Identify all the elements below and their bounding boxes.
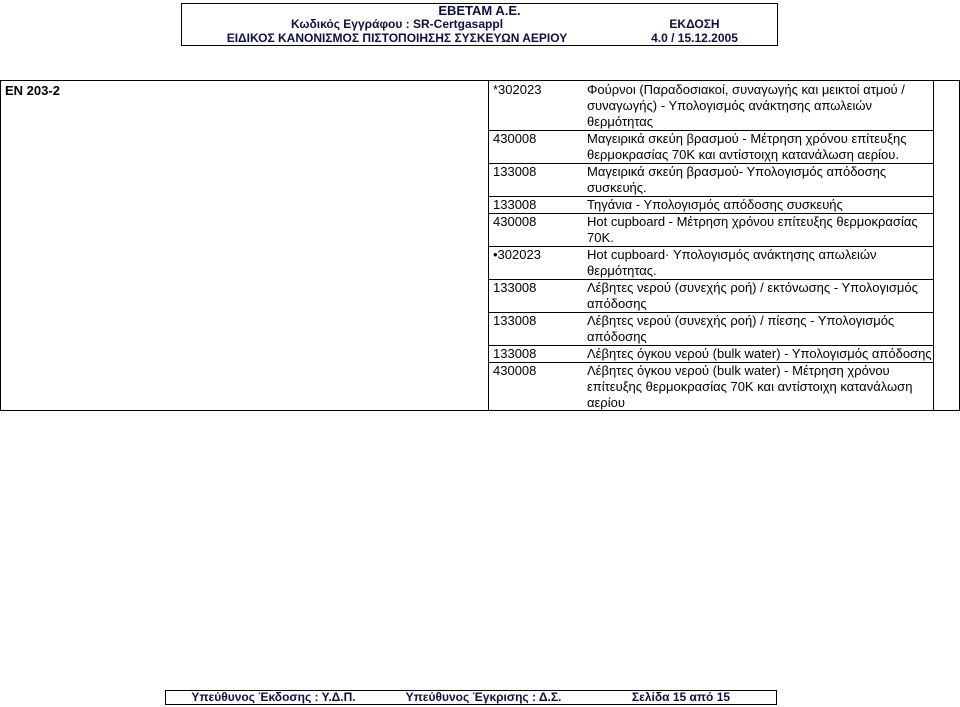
row-description: Μαγειρικά σκεύη βρασμού - Μέτρηση χρόνου επίτευξης θερμοκρασίας 70Κ και αντίστοιχη κατανάλωση αερίου. bbox=[587, 131, 907, 162]
edition-label: ΕΚΔΟΣΗ bbox=[669, 17, 720, 31]
table-row bbox=[489, 247, 934, 280]
header-row-title bbox=[182, 31, 777, 45]
row-code: 133008 bbox=[493, 164, 537, 179]
page-number: Σελίδα 15 από 15 bbox=[631, 690, 731, 704]
issued-by: Υπεύθυνος Έκδοσης : Υ.Δ.Π. bbox=[191, 690, 356, 704]
row-description: Hot cupboard - Μέτρηση χρόνου επίτευξης θερμοκρασίας 70Κ. bbox=[587, 214, 918, 245]
table-row bbox=[489, 313, 934, 346]
row-description: Φούρνοι (Παραδοσιακοί, συναγωγής και μεικτοί ατμού / συναγωγής) - Υπολογισμός ανάκτησης απωλειών θερμότητας bbox=[587, 82, 905, 129]
row-description: Λέβητες όγκου νερού (bulk water) - Μέτρηση χρόνου επίτευξης θερμοκρασίας 70Κ και αντίστοιχη κατανάλωση αερίου bbox=[587, 363, 913, 410]
table-row bbox=[489, 197, 934, 214]
row-description: Τηγάνια - Υπολογισμός απόδοσης συσκευής bbox=[587, 197, 843, 212]
document-code: Κωδικός Εγγράφου : SR-Certgasappl bbox=[290, 17, 504, 31]
row-code: 133008 bbox=[493, 280, 537, 295]
row-code: 133008 bbox=[493, 197, 537, 212]
table-rows bbox=[489, 82, 934, 411]
edition-value: 4.0 / 15.12.2005 bbox=[651, 31, 738, 45]
row-code: 430008 bbox=[493, 363, 537, 378]
document-header bbox=[181, 3, 778, 46]
table-row bbox=[489, 82, 934, 131]
table-row bbox=[489, 131, 934, 164]
row-code: •302023 bbox=[493, 247, 541, 262]
row-description: Λέβητες όγκου νερού (bulk water) - Υπολογισμός απόδοσης bbox=[587, 346, 932, 361]
row-code: 430008 bbox=[493, 214, 537, 229]
standards-table bbox=[0, 80, 960, 411]
row-code: 133008 bbox=[493, 346, 537, 361]
row-description: Hot cupboard· Υπολογισμός ανάκτησης απωλειών θερμότητας. bbox=[587, 247, 877, 278]
row-code: 430008 bbox=[493, 131, 537, 146]
row-description: Λέβητες νερού (συνεχής ροή) / εκτόνωσης - Υπολογισμός απόδοσης bbox=[587, 280, 918, 311]
header-row-code bbox=[182, 17, 777, 31]
organization-name: ΕΒΕΤΑΜ Α.Ε. bbox=[438, 3, 521, 18]
table-row bbox=[489, 164, 934, 197]
table-row bbox=[489, 214, 934, 247]
table-row bbox=[489, 363, 934, 411]
table-row bbox=[489, 280, 934, 313]
row-code: *302023 bbox=[493, 82, 542, 97]
row-code: 133008 bbox=[493, 313, 537, 328]
row-description: Μαγειρικά σκεύη βρασμού- Υπολογισμός απόδοσης συσκευής. bbox=[587, 164, 887, 195]
approved-by: Υπεύθυνος Έγκρισης : Δ.Σ. bbox=[405, 690, 562, 704]
row-description: Λέβητες νερού (συνεχής ροή) / πίεσης - Υπολογισμός απόδοσης bbox=[587, 313, 895, 344]
table-row bbox=[489, 346, 934, 363]
document-title: ΕΙΔΙΚΟΣ ΚΑΝΟΝΙΣΜΟΣ ΠΙΣΤΟΠΟΙΗΣΗΣ ΣΥΣΚΕΥΩΝ ΑΕΡΙΟΥ bbox=[226, 31, 568, 45]
document-footer bbox=[165, 690, 777, 705]
standard-code: EN 203-2 bbox=[5, 83, 60, 98]
